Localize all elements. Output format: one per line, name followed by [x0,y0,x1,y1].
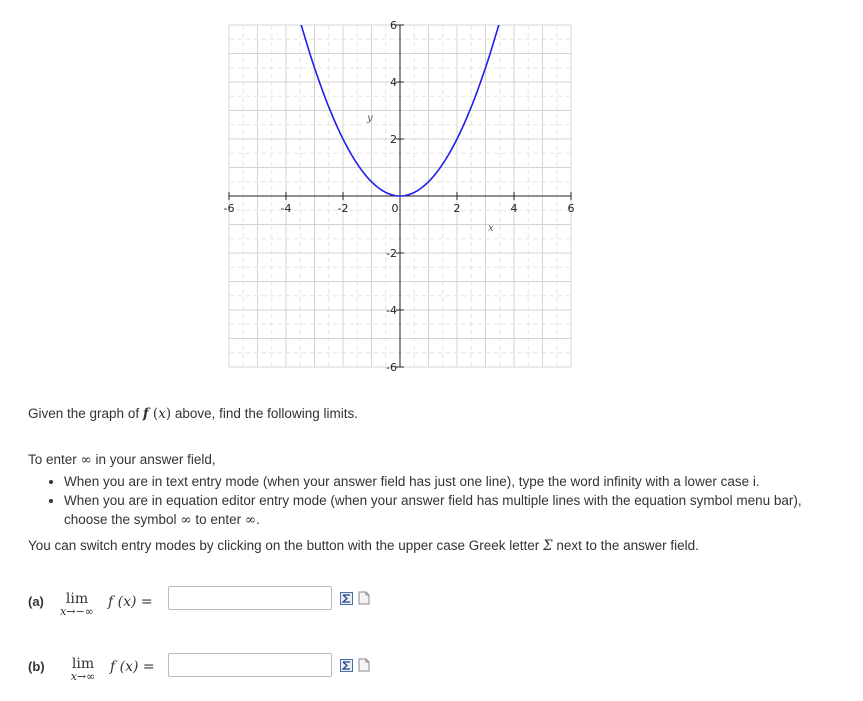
head-after: in your answer field, [91,452,216,467]
intro-x: x [158,406,166,422]
y-tick-label: -4 [386,304,397,317]
infinity-symbol: ∞ [80,452,92,468]
equation-editor-sigma-icon[interactable] [340,659,353,672]
list-item [64,472,824,491]
part-b-limit [58,657,108,683]
infinity-symbol: ∞ [244,512,257,528]
answer-input-a[interactable] [168,586,332,610]
switch-after: next to the answer field. [552,538,699,553]
part-a-expression: f (x) = [108,594,153,610]
answer-input-b[interactable] [168,653,332,677]
head-before: To enter [28,452,81,467]
x-tick-label: 0 [391,202,399,215]
lim-word: lim [65,591,89,607]
y-tick-label: -6 [386,361,397,374]
y-tick-label: 4 [390,76,397,89]
intro-f: f [142,406,149,422]
lim-word: lim [71,656,95,672]
sigma-symbol: Σ [543,538,553,554]
list-item [64,491,824,530]
lim-subscript: x→−∞ [60,605,94,618]
y-axis-label: y [367,113,373,124]
switch-mode-text [28,538,699,554]
document-help-icon[interactable] [358,658,370,672]
switch-before: You can switch entry modes by clicking on the button with the upper case Greek letter [28,538,544,553]
intro-before: Given the graph of [28,406,143,421]
bullet-1-text: When you are in text entry mode (when your answer field has just one line), type the word infinity with a lower case i. [64,474,760,489]
equation-editor-sigma-icon[interactable] [340,592,353,605]
document-help-icon[interactable] [358,591,370,605]
x-tick-label: 2 [453,202,461,215]
bullet-2-end: . [256,512,260,527]
intro-paren-close: ) [165,406,172,422]
y-tick-label: -2 [386,247,397,260]
intro-paren-open: ( [148,406,159,422]
x-tick-label: -2 [337,202,349,215]
intro-after: above, find the following limits. [171,406,358,421]
x-axis-label: x [488,223,494,234]
instructions-head [28,452,216,468]
y-tick-label: 2 [390,133,397,146]
function-graph [223,19,580,374]
lim-subscript: x→∞ [70,670,96,683]
bullet-2-before: When you are in equation editor entry mode (when your answer field has multiple lines with the equation symbol menu bar), choose the symbol [64,493,802,527]
part-b-label: (b) [28,659,45,674]
intro-text [28,406,358,422]
instructions-list [46,472,824,530]
x-tick-label: 4 [510,202,518,215]
part-a-label: (a) [28,594,44,609]
part-b-expression: f (x) = [110,659,155,675]
y-tick-label: 6 [390,19,397,32]
x-tick-label: -6 [223,202,235,215]
part-a-limit [48,592,106,618]
x-tick-label: 6 [567,202,575,215]
infinity-symbol: ∞ [180,512,192,528]
x-tick-label: -4 [280,202,292,215]
bullet-2-mid: to enter [191,512,245,527]
